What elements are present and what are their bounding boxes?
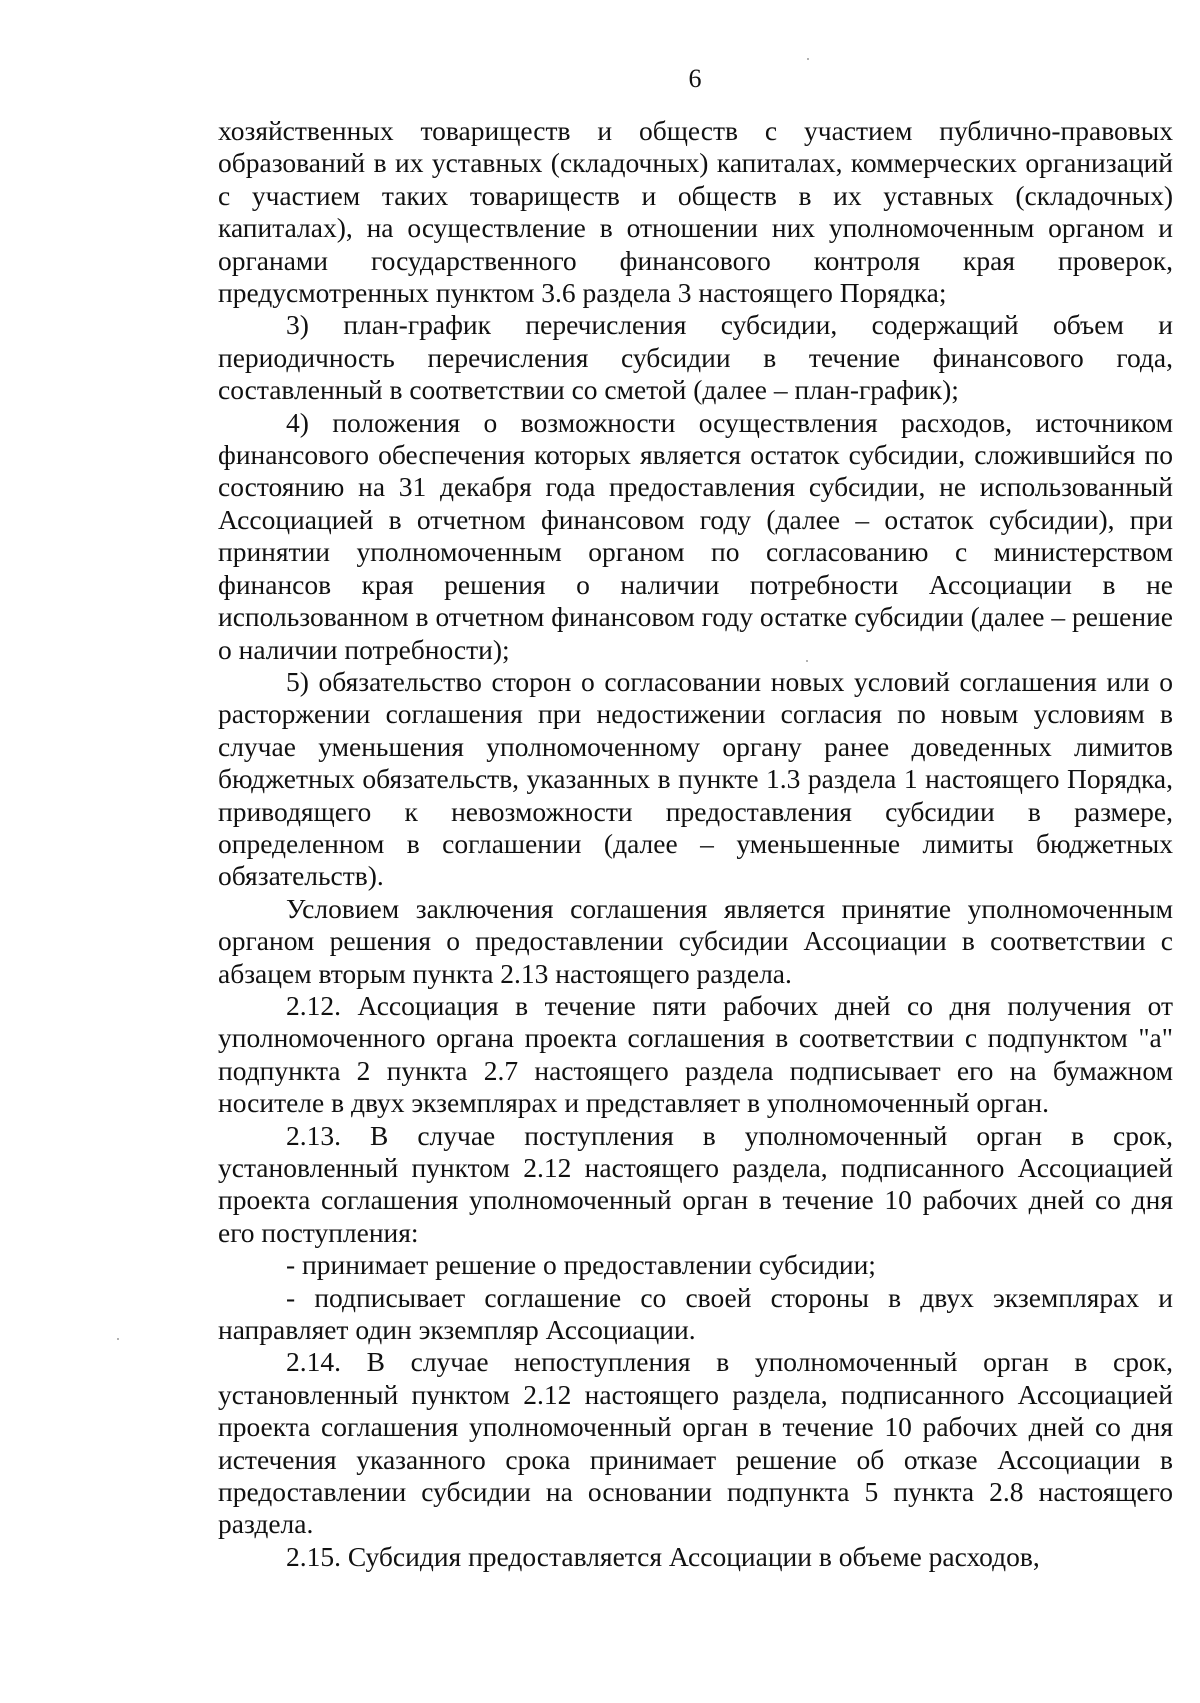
page-number: 6 — [688, 64, 702, 93]
list-item-signing: - подписывает соглашение со своей стороны в двух экземплярах и направляет один экземпляр Ассоциации. — [218, 1281, 1173, 1346]
paragraph-item-5: 5) обязательство сторон о согласовании новых условий соглашения или о расторжении соглашения при недостижении согласия по новым условиям в случае уменьшения уполномоченному органу ранее доведенных лимитов бюджетных обязательств, указанных в пункте 1.3 раздела 1 настоящего Порядка, приводящего к невозможности предоставления субсидии в размере, определенном в соглашении (далее – уменьшенные лимиты бюджетных обязательств). — [218, 665, 1173, 892]
scan-speck — [807, 58, 809, 60]
paragraph-item-4: 4) положения о возможности осуществления расходов, источником финансового обеспечения которых является остаток субсидии, сложившийся по состоянию на 31 декабря года предоставления субсидии, не использованный Ассоциацией в отчетном финансовом году (далее – остаток субсидии), при принятии уполномоченным органом по согласованию с министерством финансов края решения о наличии потребности Ассоциации в не использованном в отчетном финансовом году остатке субсидии (далее – решение о наличии потребности); — [218, 406, 1173, 665]
paragraph-item-3: 3) план-график перечисления субсидии, содержащий объем и периодичность перечисления субсидии в течение финансового года, составленный в соответствии со сметой (далее – план-график); — [218, 309, 1173, 406]
document-body — [218, 115, 1173, 1573]
list-item-decision: - принимает решение о предоставлении субсидии; — [286, 1249, 876, 1281]
scan-speck — [806, 660, 808, 662]
paragraph-continuation: хозяйственных товариществ и обществ с участием публично-правовых образований в их уставных (складочных) капиталах, коммерческих организаций с участием таких товариществ и обществ в их уставных (складочных) капиталах), на осуществление в отношении них уполномоченным органом и органами государственного финансового контроля края проверок, предусмотренных пунктом 3.6 раздела 3 настоящего Порядка; — [218, 115, 1173, 309]
scan-speck — [117, 1338, 119, 1340]
paragraph-agreement-condition: Условием заключения соглашения является принятие уполномоченным органом решения о предоставлении субсидии Ассоциации в соответствии с абзацем вторым пункта 2.13 настоящего раздела. — [218, 892, 1173, 989]
paragraph-2-14: 2.14. В случае непоступления в уполномоченный орган в срок, установленный пунктом 2.12 настоящего раздела, подписанного Ассоциацией проекта соглашения уполномоченный орган в течение 10 рабочих дней со дня истечения указанного срока принимает решение об отказе Ассоциации в предоставлении субсидии на основании подпункта 5 пункта 2.8 настоящего раздела. — [218, 1346, 1173, 1540]
paragraph-2-12: 2.12. Ассоциация в течение пяти рабочих дней со дня получения от уполномоченного органа проекта соглашения в соответствии с подпунктом "а" подпункта 2 пункта 2.7 настоящего раздела подписывает его на бумажном носителе в двух экземплярах и представляет в уполномоченный орган. — [218, 989, 1173, 1119]
paragraph-2-13: 2.13. В случае поступления в уполномоченный орган в срок, установленный пунктом 2.12 настоящего раздела, подписанного Ассоциацией проекта соглашения уполномоченный орган в течение 10 рабочих дней со дня его поступления: — [218, 1119, 1173, 1248]
paragraph-2-15: 2.15. Субсидия предоставляется Ассоциации в объеме расходов, — [286, 1540, 1040, 1572]
